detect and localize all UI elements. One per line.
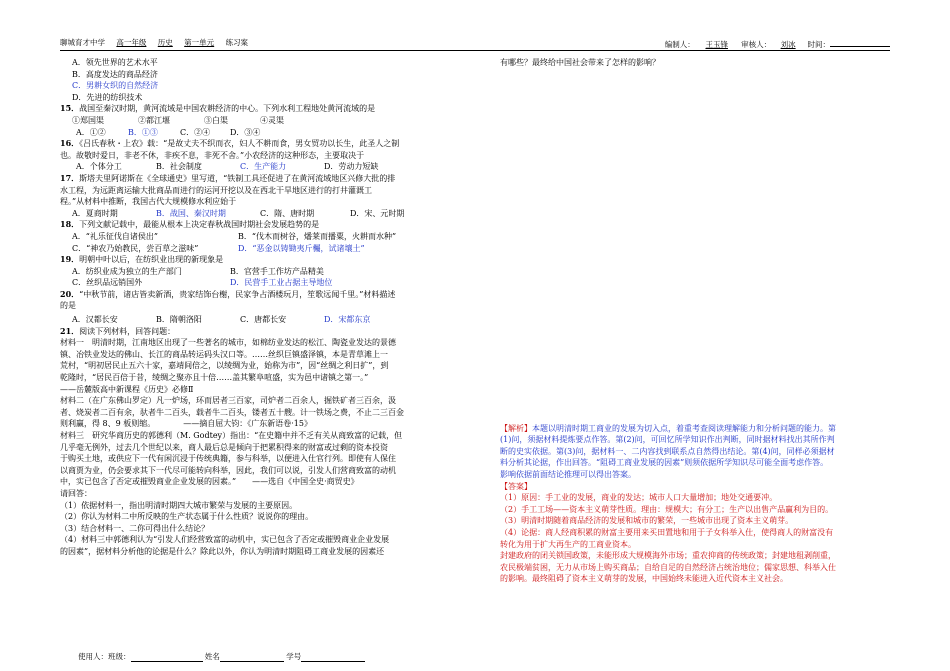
q17-option-c: C．隋、唐时期	[260, 208, 315, 218]
q20-number: 20．	[60, 288, 80, 299]
q15-item-3: ③白渠	[204, 115, 228, 125]
unit: 第一单元	[184, 38, 215, 47]
q18-options-ab	[60, 231, 490, 243]
q15-option-b: B．①③	[128, 127, 158, 137]
answer-line: （1）原因：手工业的发展，商业的发达；城市人口大量增加；地处交通要冲。	[500, 493, 778, 503]
q16-stem-2: 也。故敬时爱日，非老不休，非疾不息，非死不舍。”小农经济的这种形态，主要取决于	[60, 150, 365, 160]
analysis-line: 影响依据前面结论推理可以得出答案。	[500, 469, 636, 479]
subject: 历史	[157, 38, 173, 47]
answer-line: 转化为用于扩大再生产的工商业资本。	[500, 539, 636, 549]
analysis-line: (1)问，须据材料提炼要点作答。第(2)问，可回忆所学知识作出判断，同时据材料找出其所作判	[500, 435, 835, 445]
answer-line: （4）论据：商人经商积累的财富主要用来买田置地和用于子女科举入仕，使得商人的财富没有	[500, 527, 834, 537]
material-1-source: ——岳麓版高中新课程《历史》必修Ⅱ	[60, 384, 194, 394]
q14-option-d: D．先进的纺织技术	[72, 92, 143, 102]
answer-line: 农民极端贫困，无力从市场上购买商品；自给自足的自然经济占统治地位；儒家思想、科举入仕	[500, 562, 836, 572]
q17-option-d: D．宋、元时期	[350, 208, 405, 218]
q19-number: 19．	[60, 254, 80, 265]
analysis-line: 料分析其论据，作出回答。“阻碍工商业发展的因素”则须依据所学知识尽可能全面考虑作答。	[500, 458, 829, 468]
q16-option-a: A．个体分工	[76, 162, 122, 172]
q17-stem-1	[60, 173, 490, 185]
q21-text: 阅读下列材料，回答问题：	[79, 326, 176, 336]
header-rule	[60, 50, 890, 51]
q20-option-a: A．汉都长安	[72, 315, 118, 325]
q20-stem-1	[60, 289, 490, 301]
q20-option-d: D．宋都东京	[324, 315, 371, 325]
right-column	[500, 57, 900, 585]
page-footer	[78, 651, 365, 662]
q20-options	[60, 314, 490, 326]
q15-option-a: A．①②	[76, 127, 106, 137]
q18-text: 下列文献记载中，最能从根本上决定春秋战国时期社会发展趋势的是	[79, 220, 320, 230]
q19-stem	[60, 254, 490, 266]
q18-option-b: B．“伐木而树谷，燔莱而播粟，火耕而水种”	[238, 231, 397, 241]
ask-heading: 请回答：	[60, 488, 92, 498]
material-2-line: 材料二（在广东佛山罗定）凡一炉场，环而居者三百家，司炉者二百余人，掘铁矿者三百余，汲	[60, 396, 396, 406]
q18-options-cd	[60, 243, 490, 255]
q15-item-4: ④灵渠	[260, 115, 284, 125]
q20-option-b: B．隋朝洛阳	[156, 315, 202, 325]
school-name: 聊城育才中学	[60, 38, 105, 47]
answer-line: （3）明清时期随着商品经济的发展和城市的繁荣，一些城市出现了资本主义萌芽。	[500, 516, 794, 526]
q18-option-a: A．“礼乐征伐自诸侯出”	[72, 231, 158, 241]
answer-line: （2）手工工场——资本主义萌芽性质。理由：规模大；有分工；生产以出售产品赢利为目的。	[500, 504, 834, 514]
q14-option-a: A．领先世界的艺术水平	[72, 58, 158, 67]
q17-option-b: B．战国、秦汉时期	[156, 208, 226, 218]
material-3-line: 材料三 研究华商历史的郭德利（M. Godtey）指出：“在史籍中并不乏有关从商致富的记载，但	[60, 431, 403, 440]
id-label: 学号	[286, 652, 302, 661]
q16-text-1: 《吕氏春秋・上农》载：“是故丈夫不织而衣，妇人不耕而食，男女贸功以长生，此圣人之制	[79, 139, 400, 149]
header-right	[665, 38, 890, 50]
q15-item-2: ②都江堰	[138, 115, 170, 125]
q17-stem-2: 水工程，为远距离运输大批商品而进行的运河开挖以及在西北干旱地区进行的打井灌溉工	[60, 185, 372, 195]
q15-option-d: D．③④	[230, 127, 261, 137]
q17-stem-3: 程。”从材料中推断，我国古代大规模修水利应始于	[60, 197, 237, 207]
q14-option-c: C．男耕女织的自然经济	[72, 81, 159, 91]
material-3-line: 以商贾为业，仍会要求其下一代尽可能转向科举，因此，我们可以说，引发人们营商致富的动机	[60, 465, 396, 475]
q19-option-b: B．官营手工作坊产品精美	[230, 266, 324, 276]
material-1-line: 材料一 明清时期，江南地区出现了一些著名的城市，如棉纺业发达的松江、陶瓷业发达的景德	[60, 338, 396, 348]
name-blank[interactable]	[220, 653, 284, 662]
q15-option-c: C．②④	[180, 127, 211, 137]
class-blank[interactable]	[131, 653, 203, 662]
q18-number: 18．	[60, 219, 80, 230]
q15-text: 战国至秦汉时期，黄河流域是中国农耕经济的中心。下列水利工程地处黄河流域的是	[79, 104, 376, 114]
ask-item: （3）结合材料一、二你可得出什么结论？	[60, 523, 210, 533]
page-header	[60, 38, 890, 52]
time-label: 时间：	[807, 40, 830, 49]
q18-option-c: C．“神农乃始教民，尝百草之滋味”	[72, 243, 199, 253]
material-1-line: 荒村，“明初居民止五六十家，嘉靖间倍之，以绫绸为业，始称为市”，因“丝绸之利日扩”，到	[60, 361, 389, 371]
time-blank	[830, 38, 890, 47]
q19-option-a: A．纺织业成为独立的生产部门	[72, 266, 182, 276]
reviewer-label: 审核人：	[741, 40, 772, 49]
q16-option-b: B．社会制度	[156, 162, 202, 172]
answer-line: 封建政府的闭关锁国政策，未能形成大规模海外市场；重农抑商的传统政策；封建地租剥削重，	[500, 551, 836, 561]
q19-options-cd	[60, 277, 490, 289]
ask-item: （4）材料三中郭德利认为“引发人们经营致富的动机中，实已包含了否定或摧毁商业企业发展	[60, 535, 390, 545]
blank-answer-space	[500, 69, 900, 423]
q21-number: 21．	[60, 325, 80, 336]
header-left	[60, 38, 257, 48]
q14-option-b: B．高度发达的商品经济	[72, 69, 158, 79]
q18-option-d: D．“恶金以铸锄夷斤欘，试诸壤土”	[238, 243, 365, 253]
material-1-line: 乾隆时，“居民百倍于昔，绫绸之聚亦且十倍……盖其繁阜喧盛，实为邑中诸镇之第一。”	[60, 373, 369, 383]
reviewer-name: 刘冰	[780, 40, 796, 49]
analysis-line-1	[500, 423, 900, 435]
material-3-line: 几乎毫无例外，过去几个世纪以来，商人最后总是倾向于把累积得来的财富或过剩的资本投资	[60, 442, 388, 452]
material-1-line: 镇、冶铁业发达的佛山、长江的商品转运码头汉口等。……丝织巨镇盛泽镇，本是青草滩上一	[60, 349, 388, 359]
user-label: 使用人：班级：	[78, 652, 131, 661]
name-label: 姓名	[204, 652, 220, 661]
q19-options-ab	[60, 266, 490, 278]
q16-options	[60, 161, 490, 173]
q21-stem	[60, 326, 490, 338]
grade: 高一年级	[116, 38, 147, 47]
q16-stem-1	[60, 138, 490, 150]
q16-number: 16．	[60, 138, 80, 149]
q17-text-1: 斯塔夫里阿诺斯在《全球通史》里写道，“铁制工具还促进了在黄河流域地区兴修大批的排	[79, 173, 396, 183]
doc-type: 练习案	[225, 38, 249, 47]
q15-number: 15．	[60, 103, 80, 114]
q17-option-a: A．夏商时期	[72, 208, 118, 218]
q17-options	[60, 208, 490, 220]
q15-items	[60, 115, 490, 127]
answer-line: 的影响。最终阻碍了资本主义萌芽的发展，中国始终未能进入近代资本主义社会。	[500, 574, 788, 584]
q16-option-c: C．生产能力	[240, 162, 287, 172]
left-column	[60, 57, 490, 558]
q18-stem	[60, 219, 490, 231]
answer-tag: 【答案】	[500, 481, 532, 491]
material-2-line: 者、烧炭者二百有余，驮者牛二百头，载者牛二百头，镂者五十艘。计一铁场之费，不止二三百金	[60, 407, 404, 417]
material-2-line: 则利赢，得 8、9 板则缩。 ——摘自屈大钧：《广东新语卷·15》	[60, 419, 312, 429]
q16-option-d: D．劳动力短缺	[324, 162, 379, 172]
ask-item: （2）你认为材料二中所反映的生产状态属于什么性质？说说你的理由。	[60, 512, 314, 522]
analysis-line: 断的史实依据。第(3)问，据材料一、二内容找到联系点自然得出结论。第(4)问，同样必须据材	[500, 446, 835, 456]
id-blank[interactable]	[301, 653, 365, 662]
q20-text-1: “中秋节前，诸店皆卖新酒，贵家结饰台榭，民家争占酒楼玩月，笙歌远闻千里。”材料描述	[79, 289, 396, 299]
editor-name: 王玉锋	[705, 40, 728, 49]
q20-stem-2: 的是	[60, 301, 76, 311]
q19-option-c: C．丝织品远销国外	[72, 278, 143, 288]
q19-option-d: D．民营手工业占据主导地位	[230, 278, 333, 288]
material-3-line: 中，实已包含了否定或摧毁商业企业发展的因素。” ——选自《中国全史·商贸史》	[60, 477, 359, 487]
editor-label: 编制人：	[664, 40, 695, 49]
q17-number: 17．	[60, 172, 80, 183]
question-continuation: 有哪些？最终给中国社会带来了怎样的影响？	[500, 58, 660, 67]
q19-text: 明朝中叶以后，在纺织业出现的新现象是	[79, 255, 224, 265]
analysis-tag: 【解析】	[500, 423, 532, 433]
ask-item: 的因素”，据材料分析他的论据是什么？除此以外，你认为明清时期阻碍工商业发展的因素还	[60, 546, 385, 556]
q20-option-c: C．唐都长安	[240, 315, 287, 325]
q15-options	[60, 127, 490, 139]
q15-stem	[60, 103, 490, 115]
analysis-text-1: 本题以明清时期工商业的发展为切入点，着重考查阅读理解能力和分析问题的能力。第	[532, 423, 836, 433]
q15-item-1: ①郑国渠	[72, 115, 104, 125]
material-3-line: 于购买土地，或供应下一代有闲沉浸于传统典籍，参与科举，以便进入仕官行列。即使有人保住	[60, 454, 396, 464]
ask-item: （1）依据材料一，指出明清时期四大城市繁荣与发展的主要原因。	[60, 500, 298, 510]
